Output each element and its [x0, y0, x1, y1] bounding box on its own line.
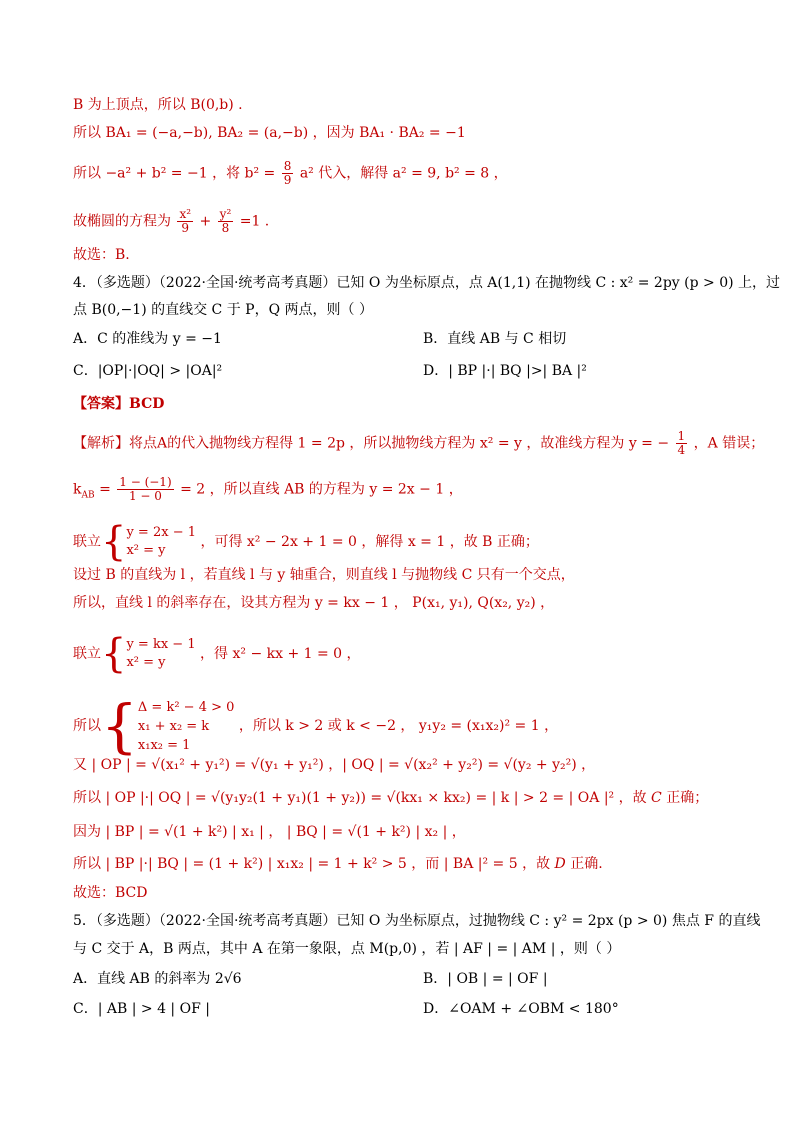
explanation-line: 所以{ Δ = k² − 4 > 0 x₁ + x₂ = k x₁x₂ = 1 ，所以 k > 2 或 k < −2 ， y₁y₂ = (x₁x₂)² = 1 ，: [73, 692, 559, 760]
explanation-line: 所以，直线 l 的斜率存在，设其方程为 y = kx − 1 ， P(x₁, y₁), Q(x₂, y₂) ，: [73, 595, 555, 611]
explanation-line: $k_{AB}$ = $\frac{1 - (-1)}{1 - 0}$ = 2 ，所以直线 AB 的方程为 y = 2x − 1 ，: [73, 475, 463, 503]
fraction: $\frac{1}{4}$: [677, 429, 686, 457]
explanation-line: 所以 | OP |·| OQ | = √(y₁y₂(1 + y₁)(1 + y₂)) = √(kx₁ × kx₂) = | k | > 2 = | OA |² ，故 C 正确；: [73, 790, 709, 806]
explanation-line: 联立{ y = kx − 1 x² = y ，得 x² − kx + 1 = 0 ，: [73, 631, 361, 677]
equation-system: Δ = k² − 4 > 0 x₁ + x₂ = k x₁x₂ = 1: [137, 699, 235, 753]
fraction: $\frac{\text{x²}}{9}$: [179, 207, 192, 235]
solution-text: a² 代入，解得 a² = 9, b² = 8 ，: [299, 165, 508, 182]
question-5-stem: 与 C 交于 A，B 两点，其中 A 在第一象限，点 M(p,0) ，若 | AF | = | AM | ，则（ ）: [73, 941, 621, 957]
question-4-stem: 点 B(0,−1) 的直线交 C 于 P，Q 两点，则（ ）: [73, 302, 373, 318]
solution-text: B 为上顶点，所以 B(0,b) .: [73, 97, 243, 113]
option-b: B．| OB | = | OF |: [423, 971, 548, 987]
solution-text: 故选：B.: [73, 247, 130, 263]
question-5-stem: 5．（多选题）（2022·全国·统考高考真题）已知 O 为坐标原点，过抛物线 C : y² = 2px (p > 0) 焦点 F 的直线: [73, 913, 761, 929]
question-4-stem: 4．（多选题）（2022·全国·统考高考真题）已知 O 为坐标原点，点 A(1,1) 在抛物线 C : x² = 2py (p > 0) 上，过: [73, 275, 781, 291]
solution-line: 故椭圆的方程为 $\frac{\text{x²}}{9}$ + $\frac{\text{y²}}{8}$ =1 .: [73, 207, 270, 235]
question-4-options-row: [73, 361, 734, 381]
question-4-options-row: [73, 329, 734, 349]
fraction: $\frac{8}{9}$: [283, 159, 292, 187]
answer-label: 【答案】BCD: [73, 396, 165, 412]
question-5-options-row: [73, 999, 734, 1019]
solution-line: [73, 95, 734, 115]
solution-text: 所以 BA₁ = (−a,−b), BA₂ = (a,−b) ，因为 BA₁ · BA₂ = −1: [73, 125, 466, 141]
solution-line: [73, 123, 734, 143]
option-c: C．|OP|·|OQ| > |OA|²: [73, 363, 223, 379]
explanation-line: 设过 B 的直线为 l ，若直线 l 与 y 轴重合，则直线 l 与抛物线 C 只有一个交点，: [73, 567, 575, 583]
option-d: D．| BP |·| BQ |>| BA |²: [423, 363, 587, 379]
solution-line: [73, 245, 734, 265]
solution-text: 所以 −a² + b² = −1 ，将 b² =: [73, 165, 276, 182]
solution-line: [73, 160, 734, 187]
option-c: C．| AB | > 4 | OF |: [73, 1001, 210, 1017]
option-a: A．直线 AB 的斜率为 2√6: [73, 971, 242, 987]
fraction: $\frac{\text{y²}}{8}$: [219, 207, 232, 235]
explanation-line: 联立{ y = 2x − 1 x² = y ，可得 x² − 2x + 1 = 0 ，解得 x = 1 ，故 B 正确；: [73, 519, 539, 565]
explanation-line: 故选：BCD: [73, 885, 148, 901]
equation-system: y = 2x − 1 x² = y: [126, 525, 196, 558]
option-a: A．C 的准线为 y = −1: [73, 331, 222, 347]
explanation-line: 【解析】将点A的代入抛物线方程得 1 = 2p ，所以抛物线方程为 x² = y ，故准线方程为 y = − $\frac{1}{4}$ ，A 错误；: [73, 429, 765, 457]
explanation-line: 所以 | BP |·| BQ | = (1 + k²) | x₁x₂ | = 1 + k² > 5 ，而 | BA |² = 5 ，故 D 正确.: [73, 856, 603, 872]
question-5-options-row: [73, 969, 734, 989]
option-b: B．直线 AB 与 C 相切: [423, 331, 567, 347]
solution-text: 故椭圆的方程为: [73, 213, 171, 230]
option-d: D．∠OAM + ∠OBM < 180°: [423, 1001, 619, 1017]
explanation-line: 又 | OP | = √(x₁² + y₁²) = √(y₁ + y₁²) ，| OQ | = √(x₂² + y₂²) = √(y₂ + y₂²) ，: [73, 757, 596, 773]
explanation-line: 因为 | BP | = √(1 + k²) | x₁ | ， | BQ | = √(1 + k²) | x₂ | ，: [73, 824, 466, 840]
equation-system: y = kx − 1 x² = y: [126, 637, 196, 670]
fraction: $\frac{1 - (-1)}{1 - 0}$: [119, 475, 172, 503]
